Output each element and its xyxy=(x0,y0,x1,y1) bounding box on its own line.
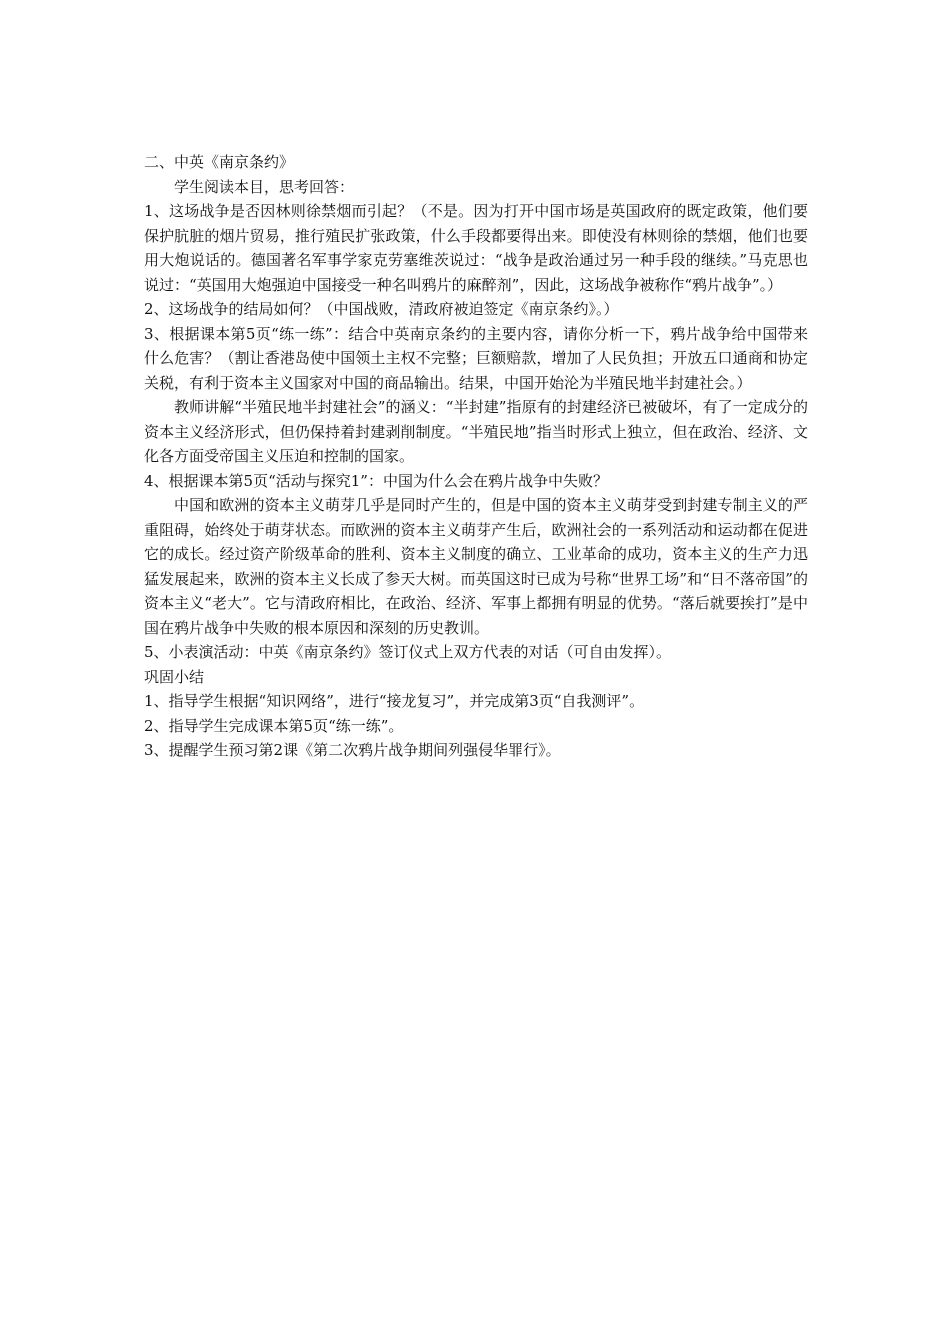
summary-item-3: 3、提醒学生预习第2课《第二次鸦片战争期间列强侵华罪行》。 xyxy=(144,741,561,759)
question-2: 2、这场战争的结局如何？（中国战败，清政府被迫签定《南京条约》。） xyxy=(144,300,619,318)
teacher-explanation: 教师讲解“半殖民地半封建社会”的涵义：“半封建”指原有的封建经济已被破坏，有了一定成分的资本主义经济形式，但仍保持着封建剥削制度。“半殖民地”指当时形式上独立，但在政治、经济、文化各方面受帝国主义压迫和控制的国家。 xyxy=(144,398,808,465)
summary-item-1: 1、指导学生根据“知识网络”，进行“接龙复习”，并完成第3页“自我测评”。 xyxy=(144,692,645,710)
question-1: 1、这场战争是否因林则徐禁烟而引起？（不是。因为打开中国市场是英国政府的既定政策，他们要保护肮脏的烟片贸易，推行殖民扩张政策，什么手段都要得出来。即使没有林则徐的禁烟，他们也要用大炮说话的。德国著名军事学家克劳塞维茨说过：“战争是政治通过另一种手段的继续。”马克思也说过：“英国用大炮强迫中国接受一种名叫鸦片的麻醉剂”，因此，这场战争被称作“鸦片战争”。） xyxy=(144,202,808,294)
summary-title: 巩固小结 xyxy=(144,667,205,686)
section-title: 二、中英《南京条约》 xyxy=(144,153,295,171)
question-3: 3、根据课本第5页“练一练”：结合中英南京条约的主要内容，请你分析一下，鸦片战争给中国带来什么危害？（割让香港岛使中国领土主权不完整；巨额赔款，增加了人民负担；开放五口通商和协定关税，有利于资本主义国家对中国的商品输出。结果，中国开始沦为半殖民地半封建社会。） xyxy=(144,324,808,392)
question-5: 5、小表演活动：中英《南京条约》签订仪式上双方代表的对话（可自由发挥）。 xyxy=(144,643,672,661)
question-4: 4、根据课本第5页“活动与探究1”：中国为什么会在鸦片战争中失败？ xyxy=(144,471,608,490)
intro-paragraph: 学生阅读本目，思考回答： xyxy=(174,177,355,196)
question-4-answer: 中国和欧洲的资本主义萌芽几乎是同时产生的，但是中国的资本主义萌芽受到封建专制主义的严重阻碍，始终处于萌芽状态。而欧洲的资本主义萌芽产生后，欧洲社会的一系列活动和运动都在促进它的成长。经过资产阶级革命的胜利、资本主义制度的确立、工业革命的成功，资本主义的生产力迅猛发展起来，欧洲的资本主义长成了参天大树。而英国这时已成为号称“世界工场”和“日不落帝国”的资本主义“老大”。它与清政府相比，在政治、经济、军事上都拥有明显的优势。“落后就要挨打”是中国在鸦片战争中失败的根本原因和深刻的历史教训。 xyxy=(144,496,808,637)
summary-item-2: 2、指导学生完成课本第5页“练一练”。 xyxy=(144,716,404,735)
document-body xyxy=(144,150,808,763)
